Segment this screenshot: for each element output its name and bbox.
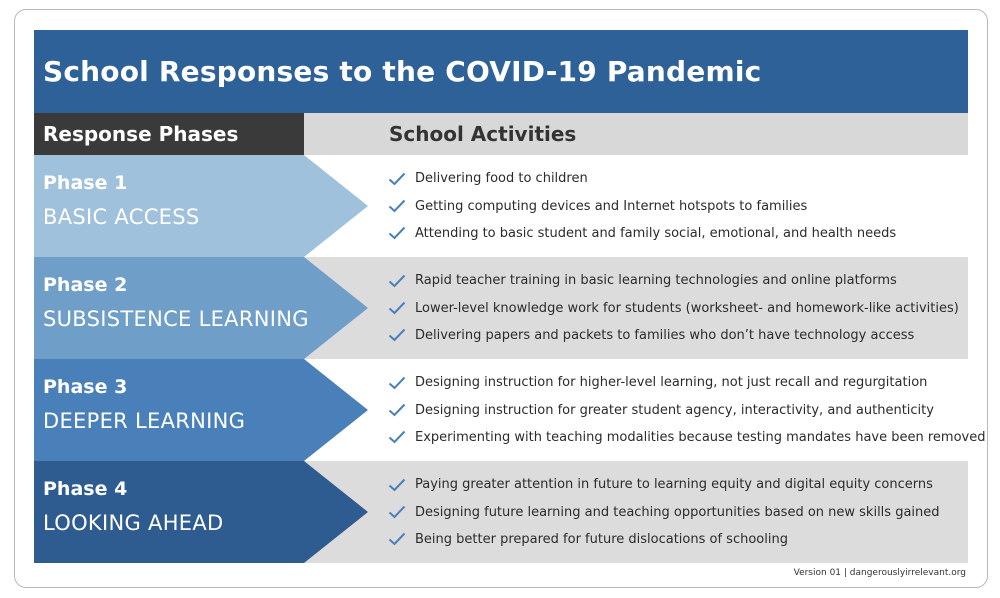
phase-4-arrow	[34, 461, 368, 563]
activity-text: Experimenting with teaching modalities because testing mandates have been removed	[415, 429, 986, 445]
phase-1-number: Phase 1	[43, 172, 128, 194]
checkmark-icon	[388, 478, 406, 492]
phase-2-activities	[388, 257, 968, 359]
header-school-activities: School Activities	[304, 113, 968, 155]
activity-text: Lower-level knowledge work for students (worksheet- and homework-like activities)	[415, 300, 959, 316]
phase-4-name: LOOKING AHEAD	[43, 511, 224, 535]
checkmark-icon	[388, 505, 406, 519]
checkmark-icon	[388, 403, 406, 417]
activity-text: Attending to basic student and family social, emotional, and health needs	[415, 225, 897, 241]
activity-item	[388, 429, 986, 445]
checkmark-icon	[388, 301, 406, 315]
activity-item	[388, 171, 968, 186]
activity-text: Delivering food to children	[415, 171, 588, 187]
checkmark-icon	[388, 430, 406, 444]
activity-item	[388, 226, 968, 241]
infographic-title: School Responses to the COVID-19 Pandemic	[34, 30, 968, 113]
phase-1-name: BASIC ACCESS	[43, 205, 200, 229]
activity-item	[388, 273, 968, 288]
activity-text: Being better prepared for future dislocations of schooling	[415, 531, 788, 547]
checkmark-icon	[388, 172, 406, 186]
checkmark-icon	[388, 328, 406, 342]
activity-item	[388, 505, 968, 520]
phase-3-number: Phase 3	[43, 376, 128, 398]
activity-text: Designing instruction for greater student agency, interactivity, and authenticity	[415, 402, 934, 418]
activity-item	[388, 301, 968, 316]
phase-3-name: DEEPER LEARNING	[43, 409, 246, 433]
activity-text: Paying greater attention in future to learning equity and digital equity concerns	[415, 477, 933, 493]
checkmark-icon	[388, 226, 406, 240]
activity-text: Designing instruction for higher-level learning, not just recall and regurgitation	[415, 375, 928, 391]
activity-item	[388, 375, 968, 390]
activity-item	[388, 403, 968, 418]
activity-item	[388, 532, 968, 547]
phase-4-activities	[388, 461, 968, 563]
checkmark-icon	[388, 532, 406, 546]
activity-text: Delivering papers and packets to families who don’t have technology access	[415, 327, 915, 343]
activity-text: Getting computing devices and Internet hotspots to families	[415, 198, 808, 214]
phase-1-arrow	[34, 155, 368, 257]
header-response-phases: Response Phases	[34, 113, 304, 155]
checkmark-icon	[388, 199, 406, 213]
activity-item	[388, 199, 968, 214]
checkmark-icon	[388, 376, 406, 390]
activity-item	[388, 477, 968, 492]
activity-text: Designing future learning and teaching opportunities based on new skills gained	[415, 504, 940, 520]
checkmark-icon	[388, 274, 406, 288]
phase-2-name: SUBSISTENCE LEARNING	[43, 307, 309, 331]
phase-2-number: Phase 2	[43, 274, 128, 296]
phase-2-arrow	[34, 257, 368, 359]
phase-1-activities	[388, 155, 968, 257]
activity-text: Rapid teacher training in basic learning technologies and online platforms	[415, 273, 897, 289]
phase-3-arrow	[34, 359, 368, 461]
version-footer: Version 01 | dangerouslyirrelevant.org	[793, 568, 966, 578]
phase-4-number: Phase 4	[43, 478, 128, 500]
activity-item	[388, 328, 968, 343]
phase-3-activities	[388, 359, 986, 461]
